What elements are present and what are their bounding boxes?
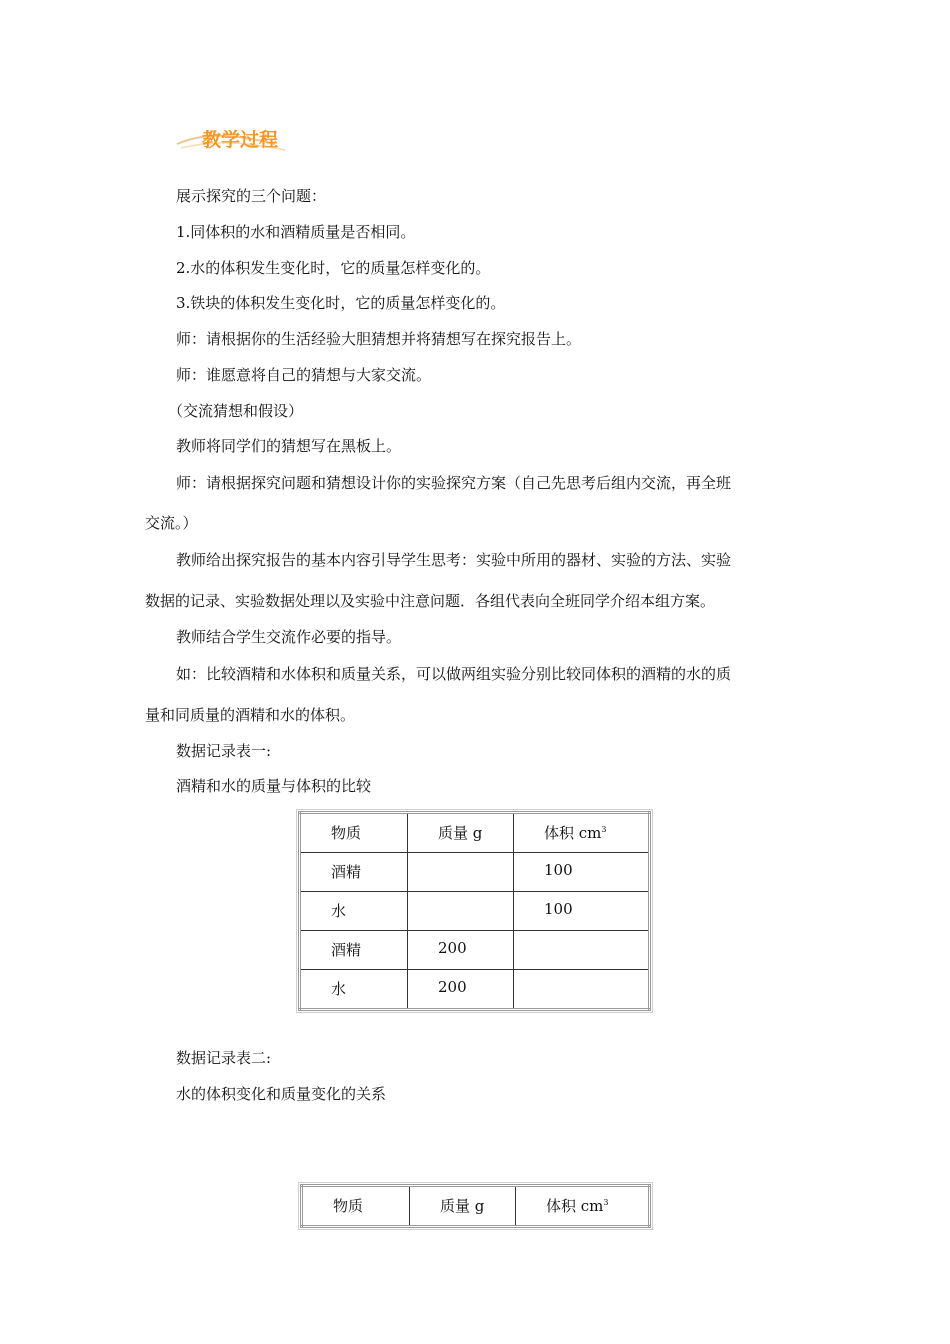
paragraph: 数据记录表二: (176, 1049, 272, 1067)
paragraph: 3.铁块的体积发生变化时，它的质量怎样变化的。 (176, 294, 506, 312)
table-cell: 水 (300, 892, 408, 931)
table-cell (408, 892, 514, 931)
paragraph: 1.同体积的水和酒精质量是否相同。 (176, 223, 416, 241)
table-caption: 酒精和水的质量与体积的比较 (176, 777, 372, 795)
paragraph: （交流猜想和假设） (168, 402, 304, 420)
paragraph: 师：请根据你的生活经验大胆猜想并将猜想写在探究报告上。 (176, 330, 582, 348)
paragraph: 教师给出探究报告的基本内容引导学生思考：实验中所用的器材、实验的方法、实验 (176, 551, 732, 569)
paragraph: 数据的记录、实验数据处理以及实验中注意问题．各组代表向全班同学介绍本组方案。 (145, 592, 716, 610)
paragraph: 交流。） (145, 514, 198, 532)
paragraph: 师：请根据探究问题和猜想设计你的实验探究方案（自己先思考后组内交流，再全班 (176, 474, 732, 492)
header-cell: 体积 $cm^3$ (514, 813, 650, 853)
table-row (300, 853, 650, 892)
header-cell: 物质 (300, 813, 408, 853)
paragraph: 师：谁愿意将自己的猜想与大家交流。 (176, 366, 432, 384)
table-row (300, 892, 650, 931)
table-header-row (302, 1186, 650, 1227)
table-cell: 100 (514, 892, 650, 931)
paragraph: 如：比较酒精和水体积和质量关系，可以做两组实验分别比较同体积的酒精的水的质 (176, 665, 732, 683)
paragraph: 展示探究的三个问题： (176, 187, 327, 205)
section-banner (175, 120, 305, 158)
table-cell (408, 853, 514, 892)
data-table-1 (298, 811, 651, 1011)
banner-title: 教学过程 (202, 129, 279, 151)
paragraph: 教师将同学们的猜想写在黑板上。 (176, 437, 402, 455)
header-cell: 质量 g (408, 813, 514, 853)
table-cell: 200 (408, 970, 514, 1010)
table-cell: 酒精 (300, 931, 408, 970)
header-cell: 体积 $cm^3$ (516, 1186, 650, 1227)
paragraph: 教师结合学生交流作必要的指导。 (176, 628, 402, 646)
header-cell: 物质 (302, 1186, 410, 1227)
table-header-row (300, 813, 650, 853)
header-cell: 质量 g (410, 1186, 516, 1227)
paragraph: 数据记录表一: (176, 742, 272, 760)
paragraph: 量和同质量的酒精和水的体积。 (145, 706, 356, 724)
paragraph: 2.水的体积发生变化时，它的质量怎样变化的。 (176, 259, 491, 277)
table-cell (514, 931, 650, 970)
table-cell: 100 (514, 853, 650, 892)
table-cell (514, 970, 650, 1010)
table-row (300, 970, 650, 1010)
table-cell: 酒精 (300, 853, 408, 892)
table-cell: 水 (300, 970, 408, 1010)
table-row (300, 931, 650, 970)
data-table-2 (300, 1184, 651, 1228)
table-cell: 200 (408, 931, 514, 970)
table-caption: 水的体积变化和质量变化的关系 (176, 1085, 387, 1103)
